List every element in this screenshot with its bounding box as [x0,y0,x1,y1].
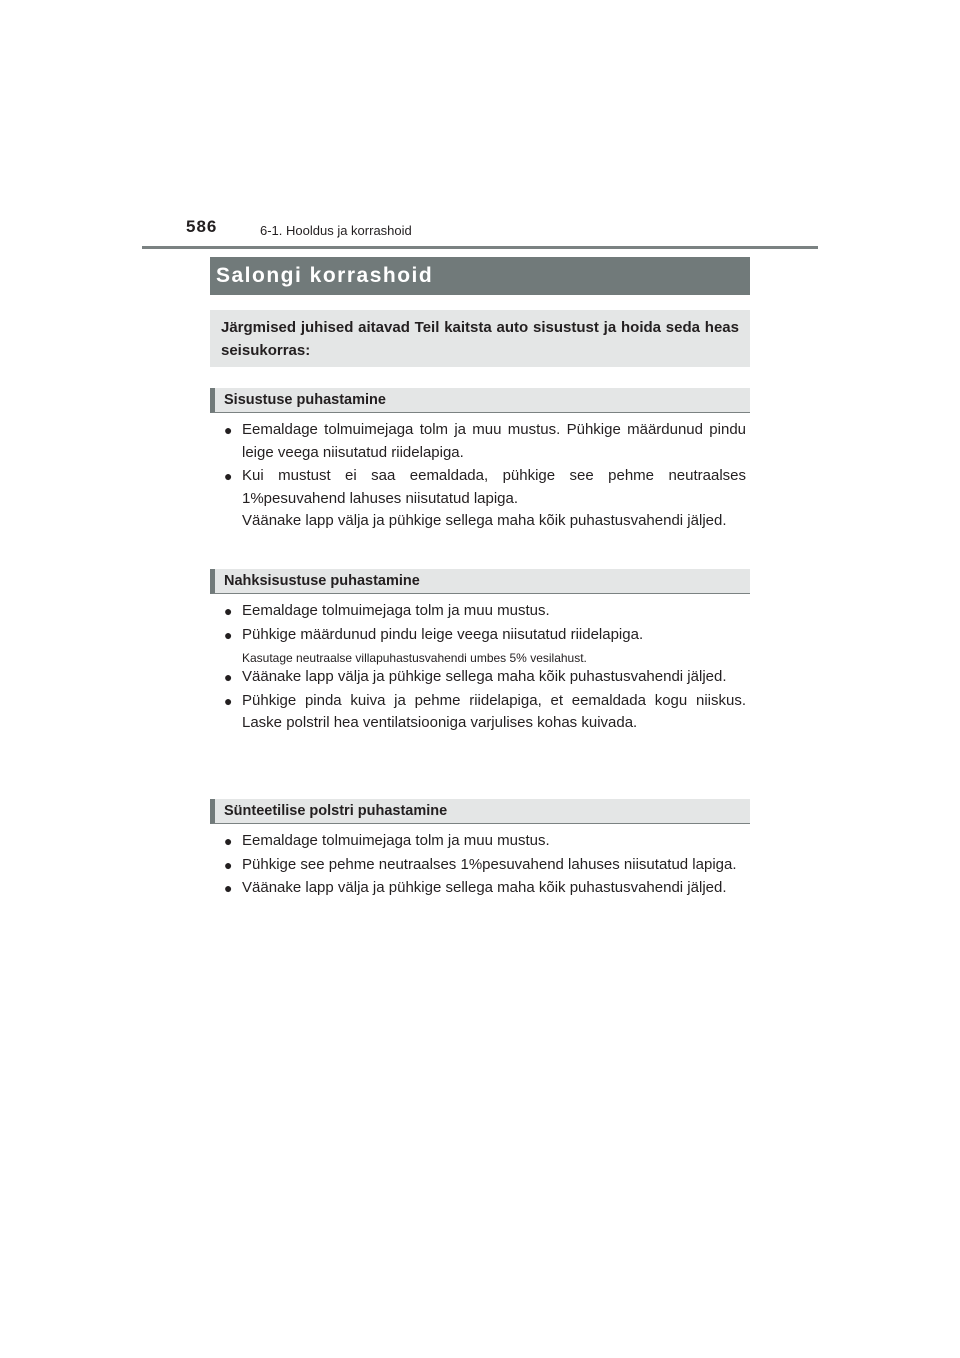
subheading-interior-cleaning: Sisustuse puhastamine [210,388,750,413]
subheading-leather-cleaning: Nahksisustuse puhastamine [210,569,750,594]
leather-cleaning-list [224,600,746,735]
section-reference: 6-1. Hooldus ja korrashoid [260,223,412,238]
list-item-continuation: Väänake lapp välja ja pühkige sellega maha kõik puhastusvahendi jäljed. [242,512,727,529]
list-item: ● Kui mustust ei saa eemaldada, pühkige see pehme neutraalses 1%pesuvahend lahuses niisutatud lapiga. [224,467,746,507]
list-item: ● Eemaldage tolmuimejaga tolm ja muu mustus. Pühkige määrdunud pindu leige veega niisutatud riidelapiga. [224,421,746,461]
bullet-icon: ● [224,468,233,484]
list-item: ● Pühkige pinda kuiva ja pehme riidelapiga, et eemaldada kogu niiskus. Laske polstril hea ventilatsiooniga varjulises kohas kuivada. [224,691,746,731]
bullet-icon: ● [224,669,233,685]
intro-box: Järgmised juhised aitavad Teil kaitsta auto sisustust ja hoida seda heas seisukorras: [210,310,750,367]
bullet-icon: ● [224,603,233,619]
list-item: ● Väänake lapp välja ja pühkige sellega maha kõik puhastusvahendi jäljed. [224,877,746,900]
interior-cleaning-list [224,419,746,533]
list-item: ● Pühkige määrdunud pindu leige veega niisutatud riidelapiga. [224,624,746,647]
list-item: ● Väänake lapp välja ja pühkige sellega maha kõik puhastusvahendi jäljed. [224,666,746,689]
list-item: ● Eemaldage tolmuimejaga tolm ja muu mustus. [224,600,746,623]
bullet-icon: ● [224,422,233,438]
list-note: Kasutage neutraalse villapuhastusvahendi umbes 5% vesilahust. [242,651,587,665]
subheading-synthetic-upholstery: Sünteetilise polstri puhastamine [210,799,750,824]
bullet-icon: ● [224,692,233,709]
bullet-icon: ● [224,880,233,896]
bullet-icon: ● [224,626,233,643]
list-item: ● Eemaldage tolmuimejaga tolm ja muu mustus. [224,830,746,853]
list-item: ● Pühkige see pehme neutraalses 1%pesuvahend lahuses niisutatud lapiga. [224,854,746,877]
page-header [142,212,818,249]
bullet-icon: ● [224,856,233,873]
page-number: 586 [186,217,218,236]
bullet-icon: ● [224,833,233,849]
page-title: Salongi korrashoid [210,257,750,295]
synthetic-upholstery-list [224,830,746,900]
